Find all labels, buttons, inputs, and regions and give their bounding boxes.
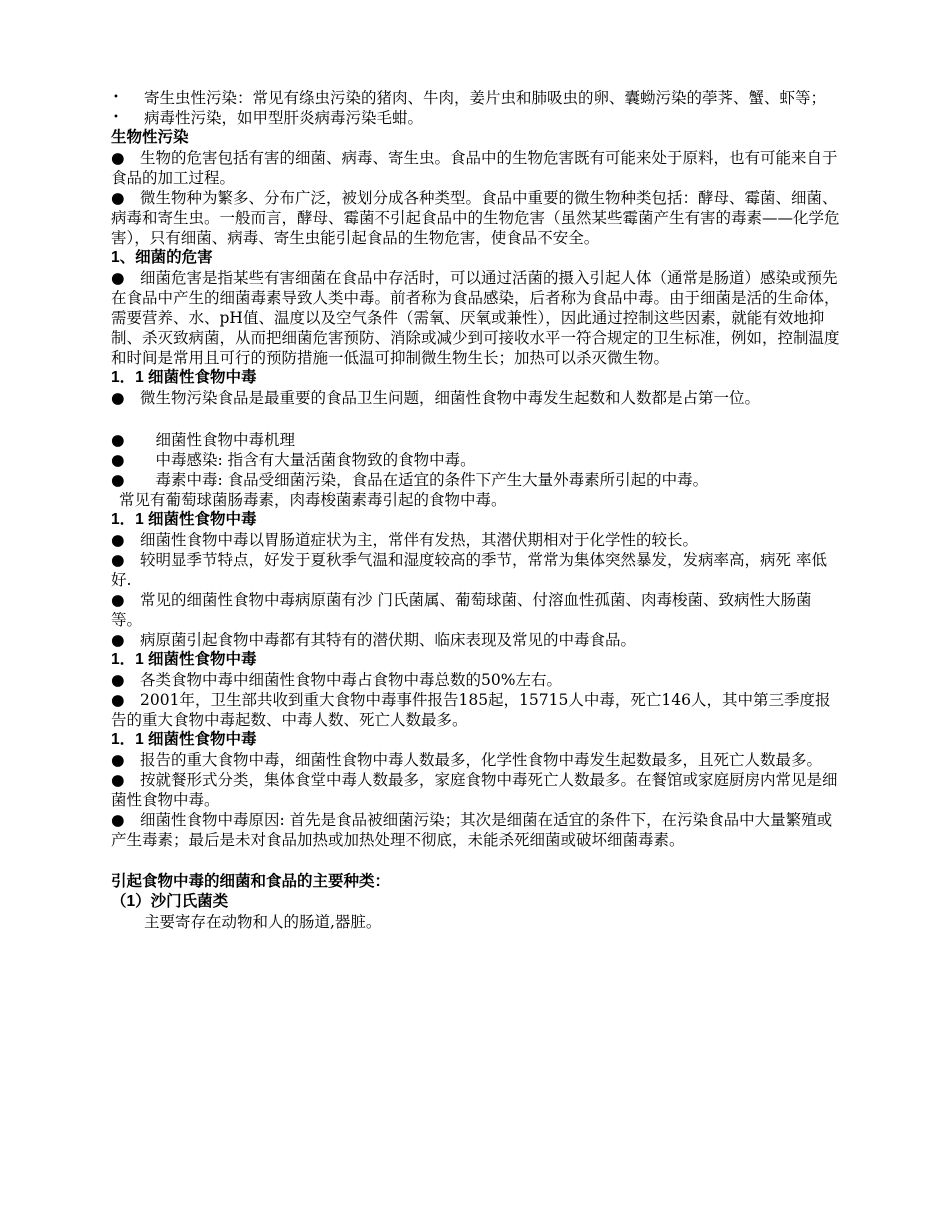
paragraph: ● 较明显季节特点，好发于夏秋季气温和湿度较高的季节，常常为集体突然暴发，发病率高，病死 率低好. bbox=[111, 551, 827, 589]
spacer bbox=[111, 408, 841, 430]
list-item-text: 病毒性污染，如甲型肝炎病毒污染毛蚶。 bbox=[144, 109, 424, 127]
paragraph: ● 细菌性食物中毒以胃肠道症状为主，常伴有发热，其潜伏期相对于化学性的较长。 bbox=[111, 531, 699, 549]
paragraph: ● 细菌性食物中毒机理 bbox=[111, 431, 296, 449]
paragraph: ● 2001年，卫生部共收到重大食物中毒事件报告185起，15715人中毒，死亡146人，其中第三季度报告的重大食物中毒起数、中毒人数、死亡人数最多。 bbox=[111, 691, 831, 729]
section-heading-1-1: 1．1 细菌性食物中毒 bbox=[111, 731, 257, 748]
paragraph: ● 中毒感染: 指含有大量活菌食物致的食物中毒。 bbox=[111, 451, 476, 469]
list-item-text: 寄生虫性污染：常见有绦虫污染的猪肉、牛肉，姜片虫和肺吸虫的卵、囊蚴污染的荸荠、蟹、虾等； bbox=[144, 89, 827, 107]
document-page bbox=[111, 88, 841, 932]
section-heading-1-1: 1．1 细菌性食物中毒 bbox=[111, 511, 257, 528]
section-heading-1-1: 1．1 细菌性食物中毒 bbox=[111, 369, 257, 386]
paragraph: ● 细菌危害是指某些有害细菌在食品中存活时，可以通过活菌的摄入引起人体（通常是肠道）感染或预先在食品中产生的细菌毒素导致人类中毒。前者称为食品感染，后者称为食品中毒。由于细菌是活的生命体，需要营养、水、pH值、温度以及空气条件（需氧、厌氧或兼性），因此通过控制这些因素，就能有效地抑制、杀灭致病菌，从而把细菌危害预防、消除或减少到可接收水平一符合规定的卫生标准，例如，控制温度和时间是常用且可行的预防措施一低温可抑制微生物生长；加热可以杀灭微生物。 bbox=[111, 269, 840, 367]
paragraph: ● 按就餐形式分类，集体食堂中毒人数最多，家庭食物中毒死亡人数最多。在餐馆或家庭厨房内常见是细菌性食物中毒。 bbox=[111, 771, 838, 809]
section-heading-bio: 生物性污染 bbox=[111, 129, 189, 146]
section-heading-bacteria: 1、细菌的危害 bbox=[111, 249, 213, 266]
paragraph: ● 病原菌引起食物中毒都有其特有的潜伏期、临床表现及常见的中毒食品。 bbox=[111, 631, 637, 649]
paragraph: ● 细菌性食物中毒原因: 首先是食品被细菌污染；其次是细菌在适宜的条件下，在污染食品中大量繁殖或产生毒素；最后是未对食品加热或加热处理不彻底，未能杀死细菌或破坏细菌毒素。 bbox=[111, 811, 833, 849]
paragraph: ● 各类食物中毒中细菌性食物中毒占食物中毒总数的50%左右。 bbox=[111, 671, 562, 689]
paragraph: ● 报告的重大食物中毒，细菌性食物中毒人数最多，化学性食物中毒发生起数最多，且死亡人数最多。 bbox=[111, 751, 823, 769]
list-item bbox=[111, 88, 841, 108]
bullet-icon: • bbox=[113, 92, 119, 103]
paragraph: ● 微生物污染食品是最重要的食品卫生问题，细菌性食物中毒发生起数和人数都是占第一位。 bbox=[111, 389, 761, 407]
paragraph: 主要寄存在动物和人的肠道,器脏。 bbox=[144, 913, 382, 931]
paragraph: ● 生物的危害包括有害的细菌、病毒、寄生虫。食品中的生物危害既有可能来处于原料，也有可能来自于食品的加工过程。 bbox=[111, 149, 838, 187]
section-heading-1-1: 1．1 细菌性食物中毒 bbox=[111, 651, 257, 668]
paragraph: ● 微生物种为繁多、分布广泛，被划分成各种类型。食品中重要的微生物种类包括：酵母、霉菌、细菌、病毒和寄生虫。一般而言，酵母、霉菌不引起食品中的生物危害（虽然某些霉菌产生有害的毒素——化学危害），只有细菌、病毒、寄生虫能引起食品的生物危害，使食品不安全。 bbox=[111, 189, 840, 247]
spacer bbox=[111, 850, 841, 872]
list-item bbox=[111, 108, 841, 128]
bullet-icon: • bbox=[113, 112, 119, 123]
paragraph: ● 常见的细菌性食物中毒病原菌有沙 门氏菌属、葡萄球菌、付溶血性孤菌、肉毒梭菌、致病性大肠菌等。 bbox=[111, 591, 812, 629]
paragraph: ● 毒素中毒: 食品受细菌污染，食品在适宜的条件下产生大量外毒素所引起的中毒。 bbox=[111, 471, 709, 489]
subsection-heading-salmonella: （1）沙门氏菌类 bbox=[111, 893, 229, 910]
section-heading-kinds: 引起食物中毒的细菌和食品的主要种类： bbox=[111, 873, 391, 890]
paragraph: 常见有葡萄球菌肠毒素，肉毒梭菌素毒引起的食物中毒。 bbox=[119, 491, 507, 509]
